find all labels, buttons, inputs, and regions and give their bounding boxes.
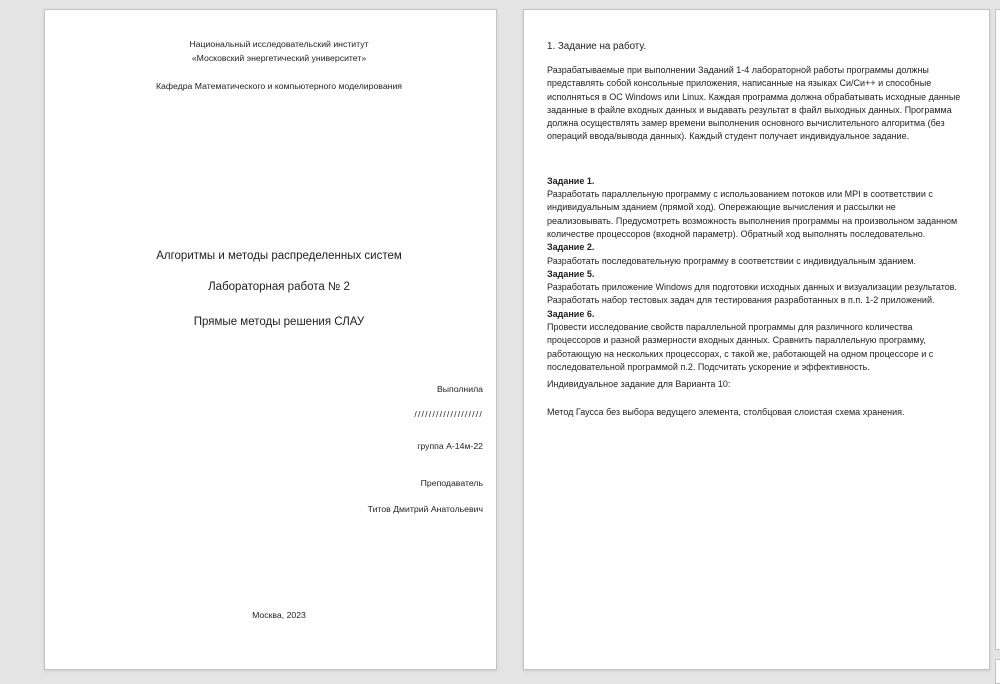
- task-5-label: Задание 5.: [547, 268, 595, 279]
- task-5-text: Разработать приложение Windows для подготовки исходных данных и визуализации результатов. Разработать набор тестовых задач для тестирования разработанных в п.п. 1-2 приложений.: [547, 282, 958, 306]
- task-item-6: [547, 308, 963, 374]
- task-item-5: [547, 268, 963, 308]
- task-6-label: Задание 6.: [547, 308, 595, 319]
- teacher-name: Титов Дмитрий Анатольевич: [367, 504, 483, 514]
- task-item-1: [547, 175, 963, 241]
- institute-name-line2: «Московский энергетический университет»: [191, 53, 367, 63]
- task-item-2: [547, 241, 963, 268]
- task-1-label: Задание 1.: [547, 175, 595, 186]
- variant-task: Метод Гаусса без выбора ведущего элемента, столбцовая слоистая схема хранения.: [547, 406, 905, 417]
- task-2-text: Разработать последовательную программу в соответствии с индивидуальным зданием.: [547, 255, 916, 266]
- institute-name-line1: Национальный исследовательский институт: [189, 39, 369, 49]
- city-year: Москва, 2023: [252, 610, 306, 620]
- performed-by-name: ///////////////////: [414, 409, 483, 419]
- task-1-text: Разработать параллельную программу с использованием потоков или MPI в соответствии с индивидуальным зданием (прямой ход). Опережающие вычисления и рассылки не реализовывать. Предусмотреть возможность выполнения программы на произвольном заданном количестве процессоров (входной параметр). Обратный ход выполнять последовательно.: [547, 189, 958, 239]
- performed-by-label: Выполнила: [436, 384, 483, 394]
- adjacent-page-sliver-top: [995, 9, 1000, 650]
- task-2-label: Задание 2.: [547, 242, 595, 253]
- department-name: Кафедра Математического и компьютерного моделирования: [155, 81, 403, 91]
- title-page[interactable]: [44, 9, 497, 670]
- work-title: Лабораторная работа № 2: [208, 281, 350, 293]
- work-subtitle: Прямые методы решения СЛАУ: [193, 316, 365, 328]
- group-name: группа А-14м-22: [417, 441, 483, 451]
- task-list: [547, 175, 963, 374]
- task-page[interactable]: [523, 9, 990, 670]
- section-heading: 1. Задание на работу.: [547, 41, 647, 52]
- intro-paragraph: Разрабатываемые при выполнении Заданий 1-4 лабораторной работы программы должны представлять собой консольные приложения, написанные на языках Си/Си++ и способные исполняться в ОС Windows или Linux. Каждая программа должна обрабатывать исходные данные заданные в файле входных данных и выдавать результат в файл выходных данных. Программа должна осуществлять замер времени выполнения основного вычислительного алгоритма (без операций ввода/вывода данных). Каждый студент получает индивидуальное задание.: [547, 65, 961, 142]
- course-title: Алгоритмы и методы распределенных систем: [156, 250, 402, 262]
- task-6-text: Провести исследование свойств параллельной программы для различного количества процессоров и разной размерности входных данных. Сравнить параллельную программу, работающую на нескольких процессорах, с такой же, работающей на одном процессоре и с последовательной программой п.2. Подсчитать ускорение и эффективность.: [547, 322, 934, 372]
- teacher-label: Преподаватель: [420, 478, 483, 488]
- adjacent-page-sliver-bottom: [995, 659, 1000, 684]
- variant-heading: Индивидуальное задание для Варианта 10:: [547, 379, 731, 390]
